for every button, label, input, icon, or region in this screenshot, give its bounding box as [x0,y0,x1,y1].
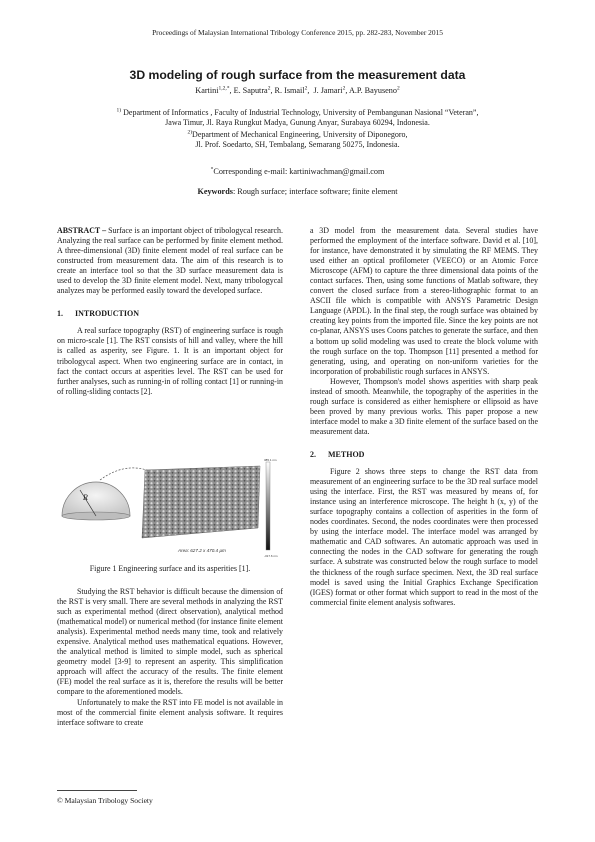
affil-line: Department of Mechanical Engineering, University of Diponegoro, [192,130,408,139]
affil-line: Department of Informatics , Faculty of Industrial Technology, University of Pembangunan Nasional “Veteran”, [123,108,479,117]
footer-rule [57,790,137,791]
asperity-dome-shape [62,482,130,516]
author-affil-sup: 2 [342,85,346,92]
abstract-label: ABSTRACT – [57,226,107,235]
corresponding-email [0,167,595,176]
figure-1-image [60,458,280,558]
scale-top-label: 385.1 nm [264,458,277,462]
affil-sup: 2) [187,129,193,136]
copyright-footer: © Malaysian Tribology Society [57,796,153,805]
author-list: Kartini$^{1,2,*}$, E. Saputra$^2$, R. Ismail$^2$, J. Jamari$^2$, A.P. Bayuseno$^2$ [195,85,400,95]
figure-1 [60,458,280,558]
paper-title: 3D modeling of rough surface from the measurement data [129,68,466,82]
affil-line: Jl. Prof. Soedarto, SH, Tembalang, Semarang 50275, Indonesia. [195,140,400,150]
author-affil-sup: 2 [267,85,271,92]
intro-paragraph-3: Unfortunately to make the RST into FE model is not available in most of the commercial finite element analysis software. It requires interface software to create [57,697,283,727]
height-scale-bar [266,462,270,550]
intro-paragraph-2: Studying the RST behavior is difficult because the dimension of the RST is very small. There are several methods in analyzing the RST such as experimental method (direct observation), analytical method (mathematical model) or numerical method (for instance finite element analysis). Experimental method needs many time, took and relatively expensive. Analytical method uses mathematical equations. However, the analytical method is limited to simple model, such as spherical geometry model [3-9] to represent an asperity. This simplification approach will affect the accuracy of the results. The finite element (FE) model the real surface as it is, therefore the results will be better compare to the aforementioned models. [57,587,283,697]
keywords-text: : Rough surface; interface software; finite element [232,187,398,196]
intro-paragraph-5: However, Thompson's model shows asperities with sharp peak instead of smooth. Meanwhile, the topography of the asperities in the rough surface is considered as either hemisphere or ellipsoid as have been proved by many previous works. This paper propose a new interface model to make a 3D finite element of the surface based on the measurement data. [310,376,538,436]
affiliation-2 [0,130,595,151]
corresponding-mark: * [210,166,214,173]
left-column-top [57,226,283,397]
author-affil-sup: 2 [304,85,308,92]
area-label: Area: 627.2 x 470.4 µm [178,548,226,553]
intro-paragraph-4: a 3D model from the measurement data. Several studies have performed the employment of the interface software. David et al. [10], for instance, have demonstrated it by simulating the RF MEMS. They used either an optical profilometer (VEECO) or an Atomic Force Microscope (AFM) to capture the three dimensional data points of the contact surfaces. Then, using some functions of Matlab software, they convert the closed surface from a stereo-lithographic format to an ASCII file which is compatible with ANSYS Parametric Design Language (APDL). In the final step, the rough surface was obtained by creating key points from the imported file. Since the key points are not co-planar, ANSYS uses Coons patches to generate the surface, and then a bottom up solid modeling was used to create the block volume with the rough surface on the top. Thompson [11] presented a method for generating, using, and operating on non-uniform varieties for the incorporation of probabilistic rough surfaces in ANSYS. [310,226,538,376]
affil-line: Jawa Timur, Jl. Raya Rungkut Madya, Gunung Anyar, Surabaya 60294, Indonesia. [165,118,430,128]
author-name: A.P. Bayuseno [348,86,397,95]
author-name: Kartini [195,86,219,95]
section-heading-method: 2. METHOD [310,449,365,459]
affiliation-1 [0,108,595,129]
figure-1-caption: Figure 1 Engineering surface and its asperities [1]. [89,564,251,573]
author-name: J. Jamari [313,86,343,95]
running-head: Proceedings of Malaysian International Tribology Conference 2015, pp. 282-283, November 2015 [152,28,443,37]
rough-surface-shape [142,466,260,538]
corresponding-text: Corresponding e-mail: kartiniwachman@gmail.com [213,167,385,176]
author-name: E. Saputra [233,86,268,95]
intro-paragraph-1: A real surface topography (RST) of engineering surface is rough on micro-scale [1]. The RST consists of hill and valley, where the hill is called as asperity, see Figure. 1. It is an important object for tribologycal aspect. When two engineering surface are in contact, in fact the contact occurs at asperities level. The RST can be used for further analyses, such as running-in of rolling contact [1] or running-in of rolling-sliding contacts [2]. [57,326,283,396]
method-paragraph-1: Figure 2 shows three steps to change the RST data from measurement of an engineering surface to be the 3D real surface model using the interface. First, the RST was measured by means of, for instance using an interference microscope. The height h (x, y) of the surface topography contains a collection of asperities in the form of nodes coordinates. Second, the nodes coordinates were then processed by using the interface model. The interface model was arranged by mathematic and CAD softwares. An automatic approach was used in connecting the nodes in the CAD software for generating the rough surface. A substrate was constructed below the rough surface to model the thickness of the rough surface specimen. Next, the 3D real surface model is saved using the Initial Graphics Exchange Specification (IGES) format or other format which support to read in the most of the commercial finite element analysis softwares. [310,467,538,607]
radius-label: R [83,493,88,502]
keywords-label: Keywords [197,187,233,196]
keywords [0,187,595,196]
left-column-bottom [57,587,283,728]
author-affil-sup: 2 [396,85,400,92]
abstract [57,226,283,296]
scale-bottom-label: -317.6 nm [264,554,278,558]
abstract-text: Surface is an important object of tribologycal research. Analyzing the real surface can be performed by finite element method. A three-dimensional (3D) finite element model of real surface can be constructed from measurement data. The aim of this research is to create an interface tool so that the 3D surface measurement data is used to develop the 3D finite element model. Next, many tribologycal analyzes may be performed easily toward the developed surface. [57,226,284,296]
author-affil-sup: 1,2,* [218,85,230,92]
section-heading-introduction: 1. INTRODUCTION [57,309,140,319]
right-column [310,226,538,608]
author-name: R. Ismail [274,86,305,95]
affil-sup: 1) [116,107,122,114]
